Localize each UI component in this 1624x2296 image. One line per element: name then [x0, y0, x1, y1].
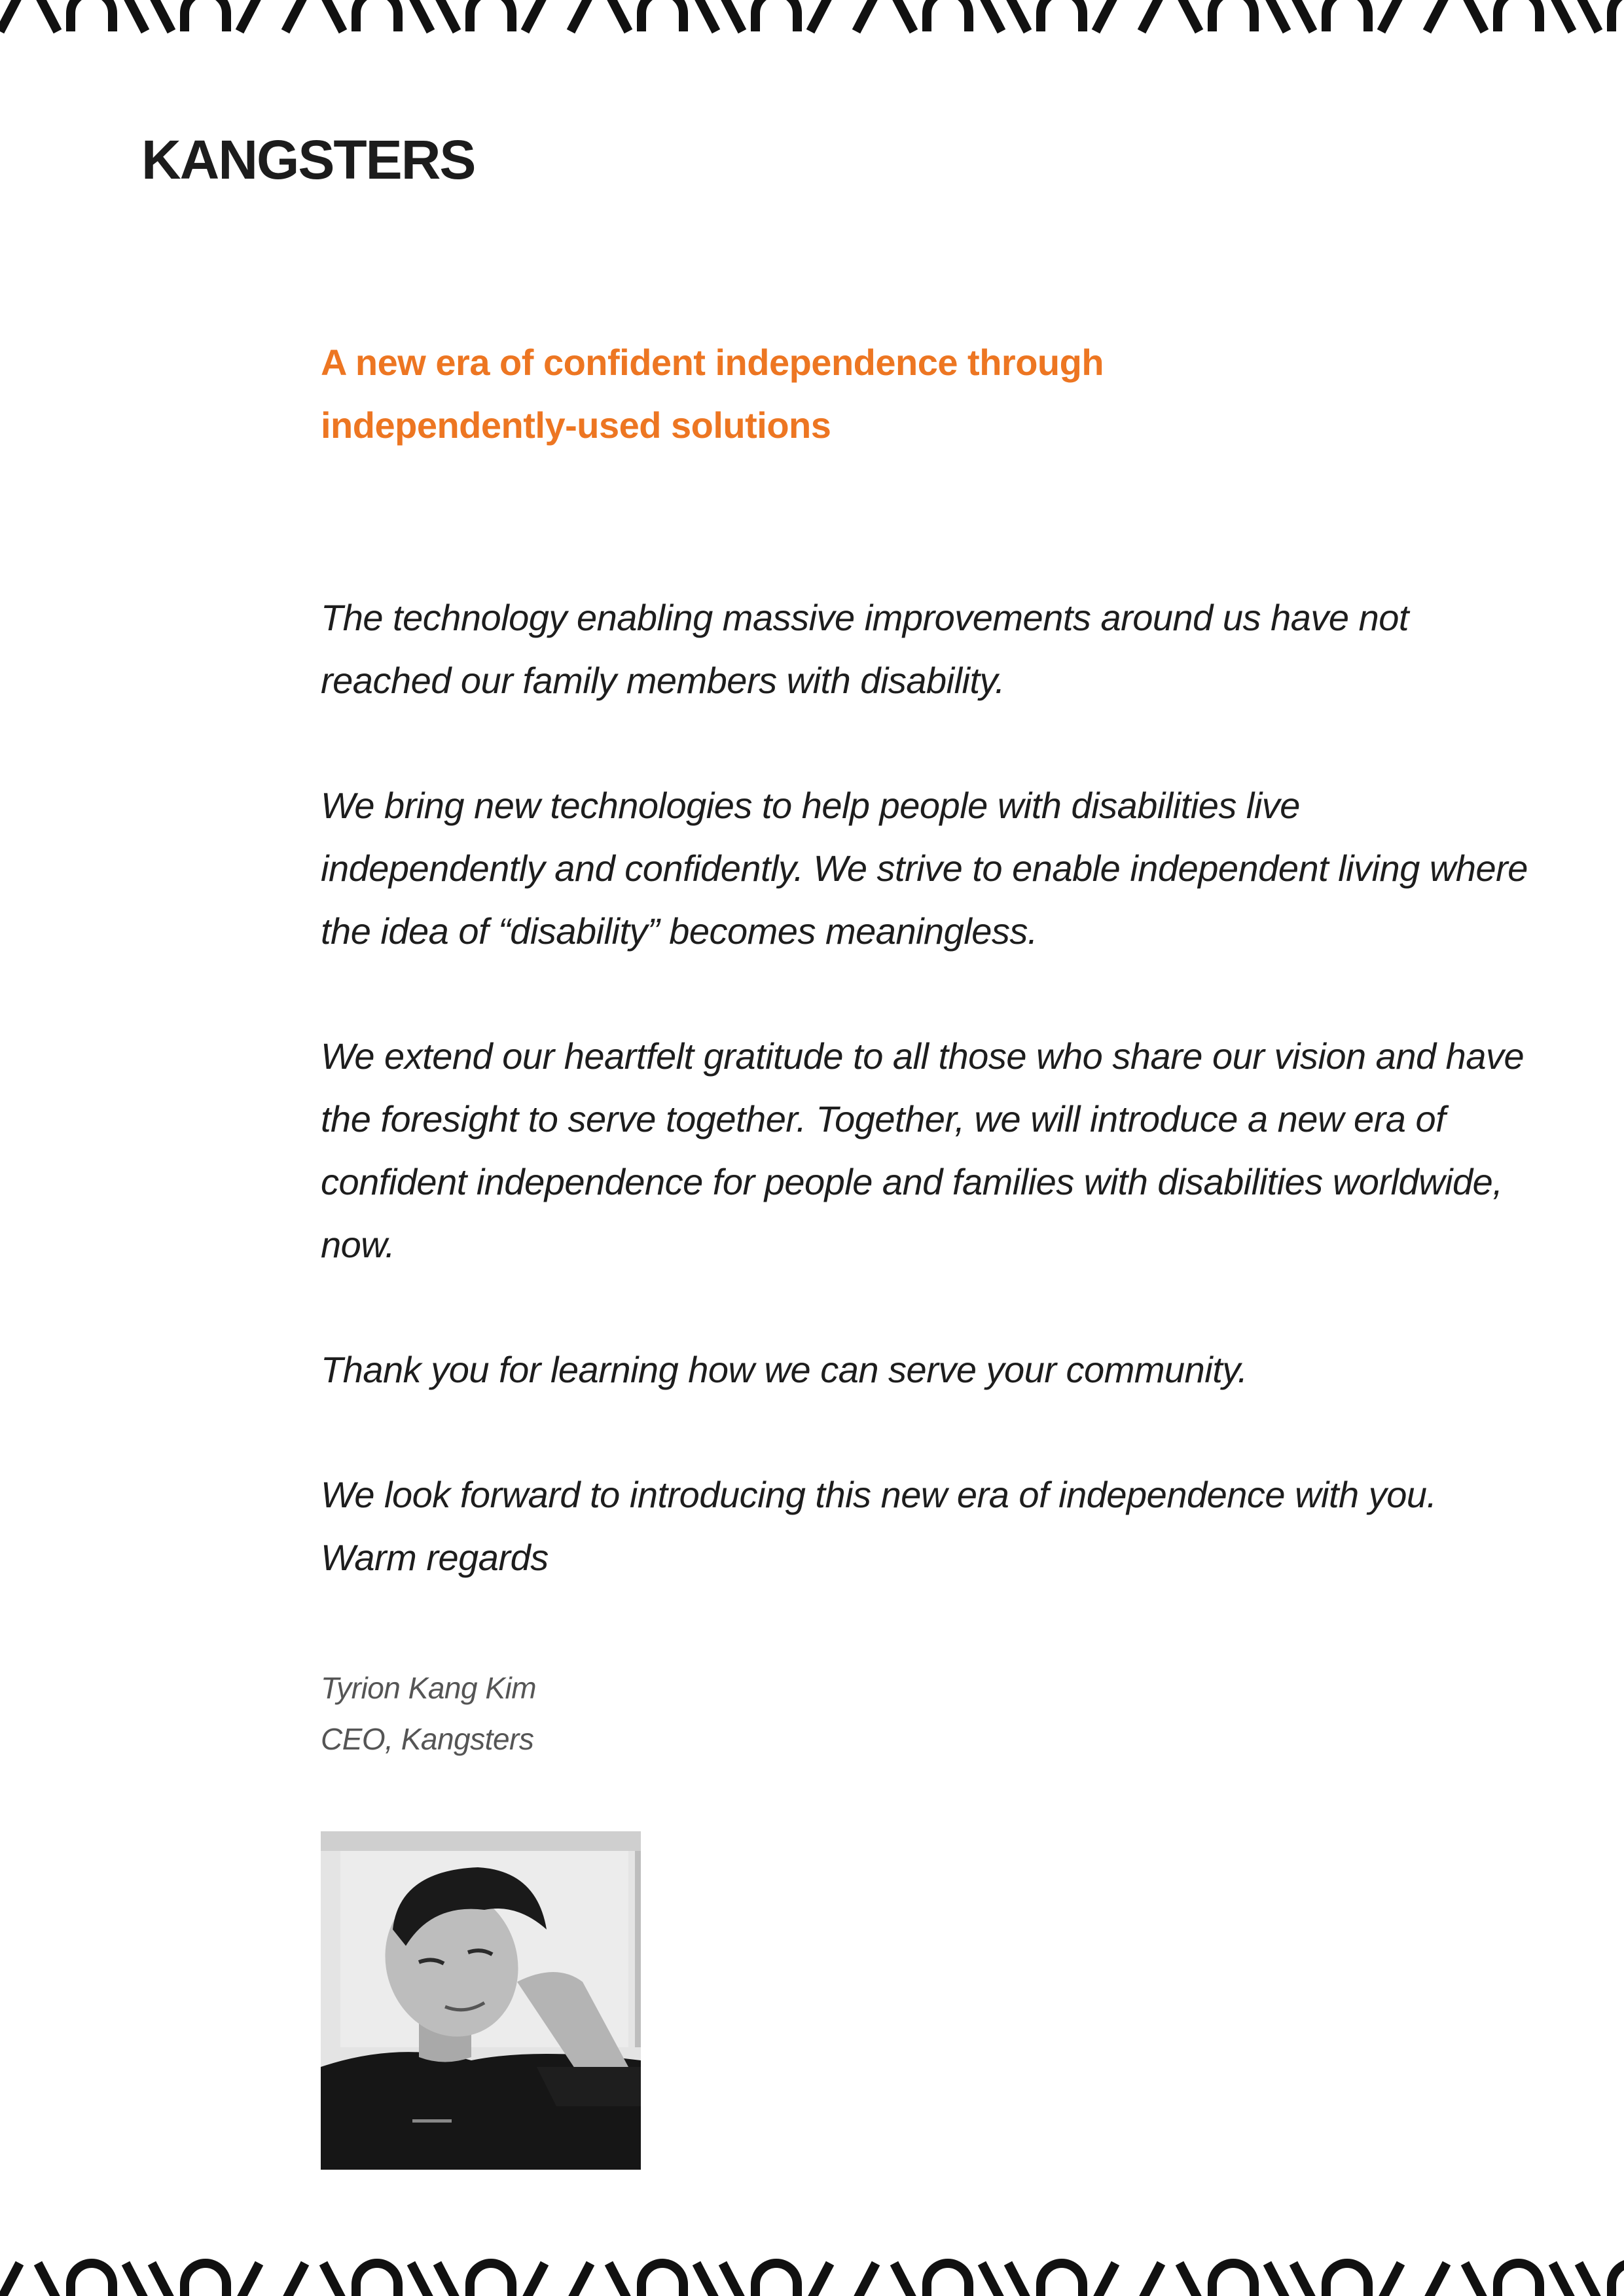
- headline-line-2: independently-used solutions: [321, 404, 831, 446]
- signature-block: [321, 1662, 536, 1765]
- signature-title: CEO, Kangsters: [321, 1722, 534, 1756]
- letter-paragraph: The technology enabling massive improvements around us have not reached our family members with disability.: [321, 597, 1409, 701]
- ceo-portrait-photo: [321, 1831, 641, 2170]
- logo-pattern-top: [0, 0, 1624, 39]
- letter-paragraph: Thank you for learning how we can serve your community.: [321, 1349, 1248, 1390]
- signature-name: Tyrion Kang Kim: [321, 1671, 537, 1705]
- letter-paragraph: We look forward to introducing this new era of independence with you.: [321, 1474, 1437, 1515]
- letter-closing: Warm regards: [321, 1537, 549, 1578]
- headline: [321, 331, 1303, 457]
- headline-line-1: A new era of confident independence through: [321, 342, 1104, 383]
- bottom-pattern-band: [0, 2257, 1624, 2296]
- brand-wordmark: KANGSTERS: [141, 129, 475, 190]
- portrait-illustration: [321, 1831, 641, 2170]
- logo-pattern-bottom: [0, 2257, 1624, 2296]
- letter-paragraph: We extend our heartfelt gratitude to all those who share our vision and have the foresight to serve together. Together, we will introduce a new era of confident independence for people and families with disabilities worldwide, now.: [321, 1035, 1525, 1265]
- top-pattern-band: [0, 0, 1624, 39]
- letter-body: [321, 586, 1532, 1589]
- letter-paragraph: We bring new technologies to help people with disabilities live independently and confidently. We strive to enable independent living where the idea of “disability” becomes meaningless.: [321, 785, 1528, 952]
